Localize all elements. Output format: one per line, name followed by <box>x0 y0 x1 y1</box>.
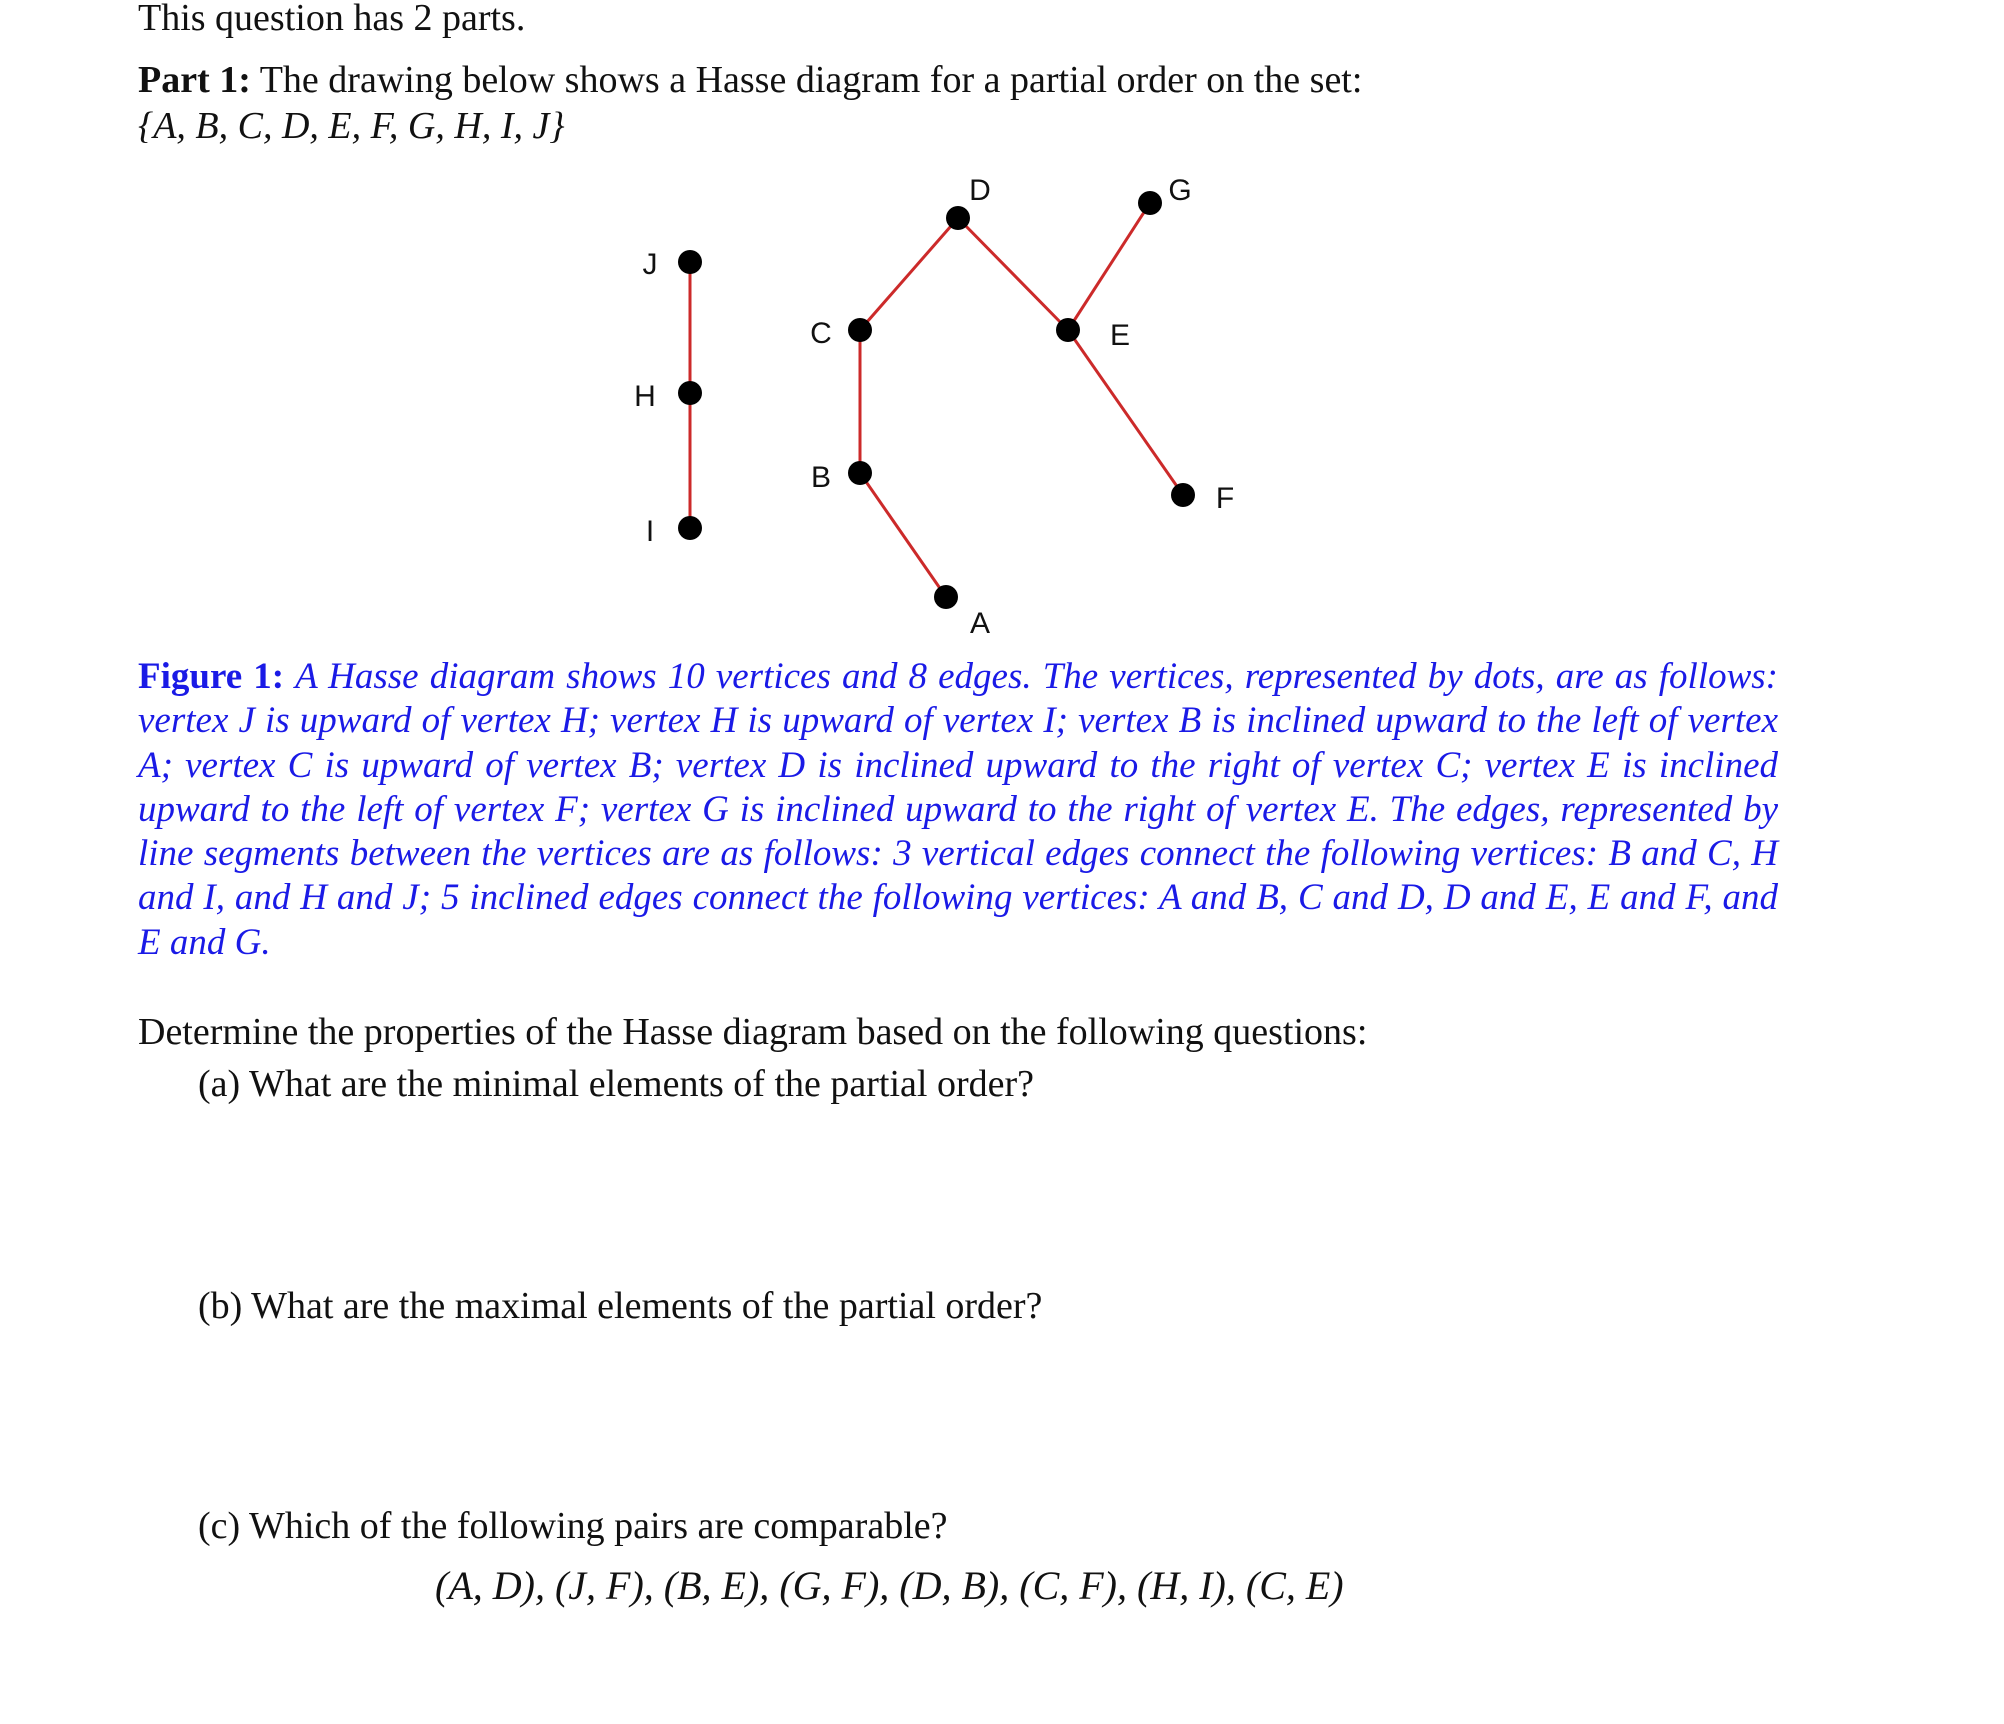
question-a: (a) What are the minimal elements of the partial order? <box>198 1063 1034 1105</box>
pair-item: (C, E) <box>1245 1563 1344 1608</box>
vertex-B <box>848 461 872 485</box>
edge-A-B <box>860 473 946 597</box>
question-b: (b) What are the maximal elements of the partial order? <box>198 1285 1043 1327</box>
vertex-label-H: H <box>634 380 656 413</box>
figure-label: Figure 1: <box>138 656 285 697</box>
pair-item: (H, I), <box>1137 1563 1236 1608</box>
vertex-G <box>1138 191 1162 215</box>
vertex-D <box>946 206 970 230</box>
question-c: (c) Which of the following pairs are comparable? <box>198 1505 948 1547</box>
vertex-label-E: E <box>1109 319 1131 352</box>
vertex-C <box>848 318 872 342</box>
edge-C-D <box>860 218 958 330</box>
part1-text: The drawing below shows a Hasse diagram for a partial order on the set: <box>259 59 1363 101</box>
part1-label: Part 1: <box>138 59 251 101</box>
vertex-label-D: D <box>969 174 991 207</box>
vertex-F <box>1171 483 1195 507</box>
vertex-J <box>678 250 702 274</box>
vertex-label-I: I <box>645 515 655 548</box>
edge-D-E <box>958 218 1068 330</box>
vertex-label-B: B <box>810 461 832 494</box>
vertex-A <box>934 585 958 609</box>
vertex-label-G: G <box>1168 174 1192 207</box>
vertex-label-A: A <box>969 607 991 640</box>
vertex-H <box>678 381 702 405</box>
set-notation: {A, B, C, D, E, F, G, H, I, J} <box>138 105 565 147</box>
vertex-label-C: C <box>810 317 832 350</box>
questions-prompt: Determine the properties of the Hasse diagram based on the following questions: <box>138 1011 1368 1053</box>
pair-item: (D, B), <box>899 1563 1010 1608</box>
pair-item: (B, E), <box>663 1563 770 1608</box>
figure-text: A Hasse diagram shows 10 vertices and 8 edges. The vertices, represented by dots, are as follows: vertex J is upward of vertex H; vertex H is upward of vertex I; vertex B is inclined upward to the left of vertex A; vertex C is upward of vertex B; vertex D is inclined upward to the right of vertex C; vertex E is inclined upward to the left of vertex F; vertex G is inclined upward to the right of vertex E. The edges, represented by line segments between the vertices are as follows: 3 vertical edges connect the following vertices: B and C, H and I, and H and J; 5 inclined edges connect the following vertices: A and B, C and D, D and E, E and F, and E and G. <box>138 656 1778 963</box>
intro-text: This question has 2 parts. <box>138 0 526 39</box>
vertex-label-J: J <box>642 248 658 281</box>
edge-E-F <box>1068 330 1183 495</box>
pair-item: (A, D), <box>435 1563 545 1608</box>
figure-caption <box>138 655 1778 965</box>
vertex-I <box>678 516 702 540</box>
hasse-diagram <box>0 0 2004 660</box>
pairs-list <box>435 1563 1344 1609</box>
vertex-label-F: F <box>1215 482 1235 515</box>
edge-E-G <box>1068 203 1150 330</box>
diagram-edges <box>690 203 1183 597</box>
pair-item: (J, F), <box>554 1563 654 1608</box>
vertex-E <box>1056 318 1080 342</box>
pair-item: (C, F), <box>1019 1563 1128 1608</box>
pair-item: (G, F), <box>779 1563 890 1608</box>
